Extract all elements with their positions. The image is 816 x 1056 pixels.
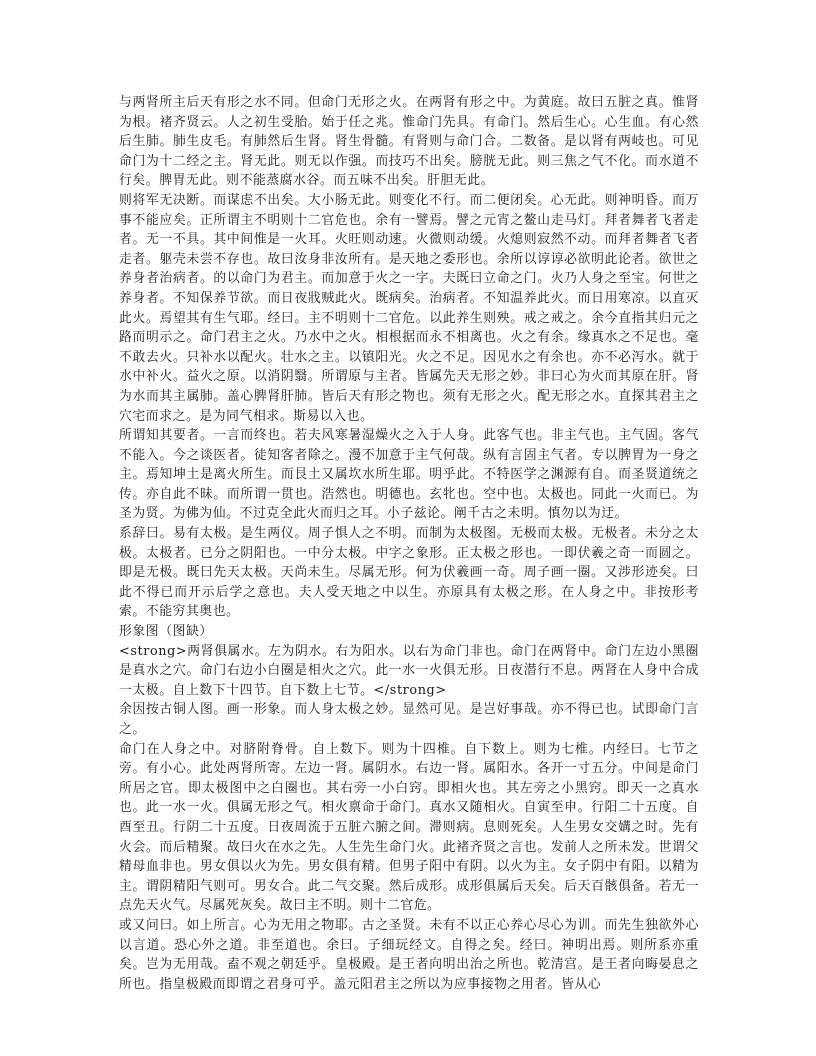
- document-page: [119, 93, 699, 994]
- paragraph-mingmen-location: 命门在人身之中。对脐附脊骨。自上数下。则为十四椎。自下数上。则为七椎。内经曰。七节之旁。有小心。此处两肾所寄。左边一肾。属阴水。右边一肾。属阳水。各开一寸五分。中间是命门所居之官。即太极图中之白圈也。其右旁一小白窍。即相火也。其左旁之小黑窍。即天一之真水也。此一水一火。俱属无形之气。相火禀命于命门。真水又随相火。自寅至申。行阳二十五度。自酉至丑。行阴二十五度。日夜周流于五脏六腑之间。滞则病。息则死矣。人生男女交媾之时。先有火会。而后精聚。故曰火在水之先。人生先生命门火。此褚齐贤之言也。发前人之所未发。世谓父精母血非也。男女俱以火为先。男女俱有精。但男子阳中有阴。以火为主。女子阴中有阳。以精为主。谓阴精阳气则可。男女合。此二气交聚。然后成形。成形俱属后天矣。后天百骸俱备。若无一点先天火气。尽属死灰矣。故曰主不明。则十二官危。: [119, 741, 699, 914]
- paragraph-lantern-metaphor: 则将军无决断。而谋虑不出矣。大小肠无此。则变化不行。而二便闭矣。心无此。则神明昏。而万事不能应矣。正所谓主不明则十二官危也。余有一譬焉。譬之元宵之鳌山走马灯。拜者舞者飞者走者。无一不具。其中间惟是一火耳。火旺则动速。火微则动缓。火熄则寂然不动。而拜者舞者飞者走者。躯壳未尝不存也。故曰汝身非汝所有。是天地之委形也。余所以谆谆必欲明此论者。欲世之养身者治病者。的以命门为君主。而加意于火之一字。夫既曰立命之门。火乃人身之至宝。何世之养身者。不知保养节欲。而日夜戕贼此火。既病矣。治病者。不知温养此火。而日用寒凉。以直灭此火。焉望其有生气耶。经曰。主不明则十二官危。以此养生则殃。戒之戒之。余今直指其归元之路而明示之。命门君主之火。乃水中之火。相根据而永不相离也。火之有余。缘真水之不足也。毫不敢去火。只补水以配火。壮水之主。以镇阳光。火之不足。因见水之有余也。亦不必泻水。就于水中补火。益火之原。以消阴翳。所谓原与主者。皆属先天无形之妙。非曰心为火而其原在肝。肾为水而其主属肺。盖心脾肾肝肺。皆后天有形之物也。须有无形之火。配无形之水。直探其君主之穴宅而求之。是为同气相求。斯易以入也。: [119, 192, 699, 424]
- paragraph-bronze-figure: 余因按古铜人图。画一形象。而人身太极之妙。显然可见。是岂好事哉。亦不得已也。试即命门言之。: [119, 702, 699, 737]
- figure-caption: 形象图（图缺）: [119, 624, 213, 640]
- paragraph-kidney-note: <strong>两肾俱属水。左为阴水。右为阳水。以右为命门非也。命门在两肾中。命门左边小黑圈是真水之穴。命门右边小白圈是相火之穴。此一水一火俱无形。日夜潜行不息。两肾在人身中合成一太极。自上数下十四节。自下数上七节。</strong>: [119, 643, 699, 698]
- paragraph-heart-question: 或又问曰。如上所言。心为无用之物耶。古之圣贤。未有不以正心养心尽心为训。而先生独欲外心以言道。恐心外之道。非至道也。余曰。子细玩经文。自得之矣。经曰。神明出焉。则所系亦重矣。岂为无用哉。盍不观之朝廷乎。皇极殿。是王者向明出治之所也。乾清宫。是王者向晦晏息之所也。指皇极殿而即谓之君身可乎。盖元阳君主之所以为应事接物之用者。皆从心: [119, 917, 699, 992]
- paragraph-host-guest-qi: 所谓知其要者。一言而终也。若夫风寒暑湿燥火之入于人身。此客气也。非主气也。主气固。客气不能入。今之谈医者。徒知客者除之。漫不加意于主气何哉。纵有言固主气者。专以脾胃为一身之主。焉知坤土是离火所生。而艮土又属坎水所生耶。明乎此。不特医学之渊源有自。而圣贤道统之传。亦自此不昧。而所谓一贯也。浩然也。明德也。玄牝也。空中也。太极也。同此一火而已。为圣为贤。为佛为仙。不过克全此火而归之耳。小子兹论。阐千古之未明。慎勿以为迂。: [119, 428, 699, 522]
- paragraph-mingmen-origin: 与两肾所主后天有形之水不同。但命门无形之火。在两肾有形之中。为黄庭。故曰五脏之真。惟肾为根。褚齐贤云。人之初生受胎。始于任之兆。惟命门先具。有命门。然后生心。心生血。有心然后生肺。肺生皮毛。有肺然后生肾。肾生骨髓。有肾则与命门合。二数备。是以肾有两岐也。可见命门为十二经之主。肾无此。则无以作强。而技巧不出矣。膀胱无此。则三焦之气不化。而水道不行矣。脾胃无此。则不能蒸腐水谷。而五味不出矣。肝胆无此。: [119, 95, 699, 189]
- paragraph-taiji: 系辞曰。易有太极。是生两仪。周子惧人之不明。而制为太极图。无极而太极。无极者。未分之太极。太极者。已分之阴阳也。一中分太极。中字之象形。正太极之形也。一即伏羲之奇一而圆之。即是无极。既曰先天太极。天尚未生。尽属无形。何为伏羲画一奇。周子画一圈。又涉形迹矣。曰此不得已而开示后学之意也。夫人受天地之中以生。亦原具有太极之形。在人身之中。非按形考索。不能穷其奥也。: [119, 526, 699, 620]
